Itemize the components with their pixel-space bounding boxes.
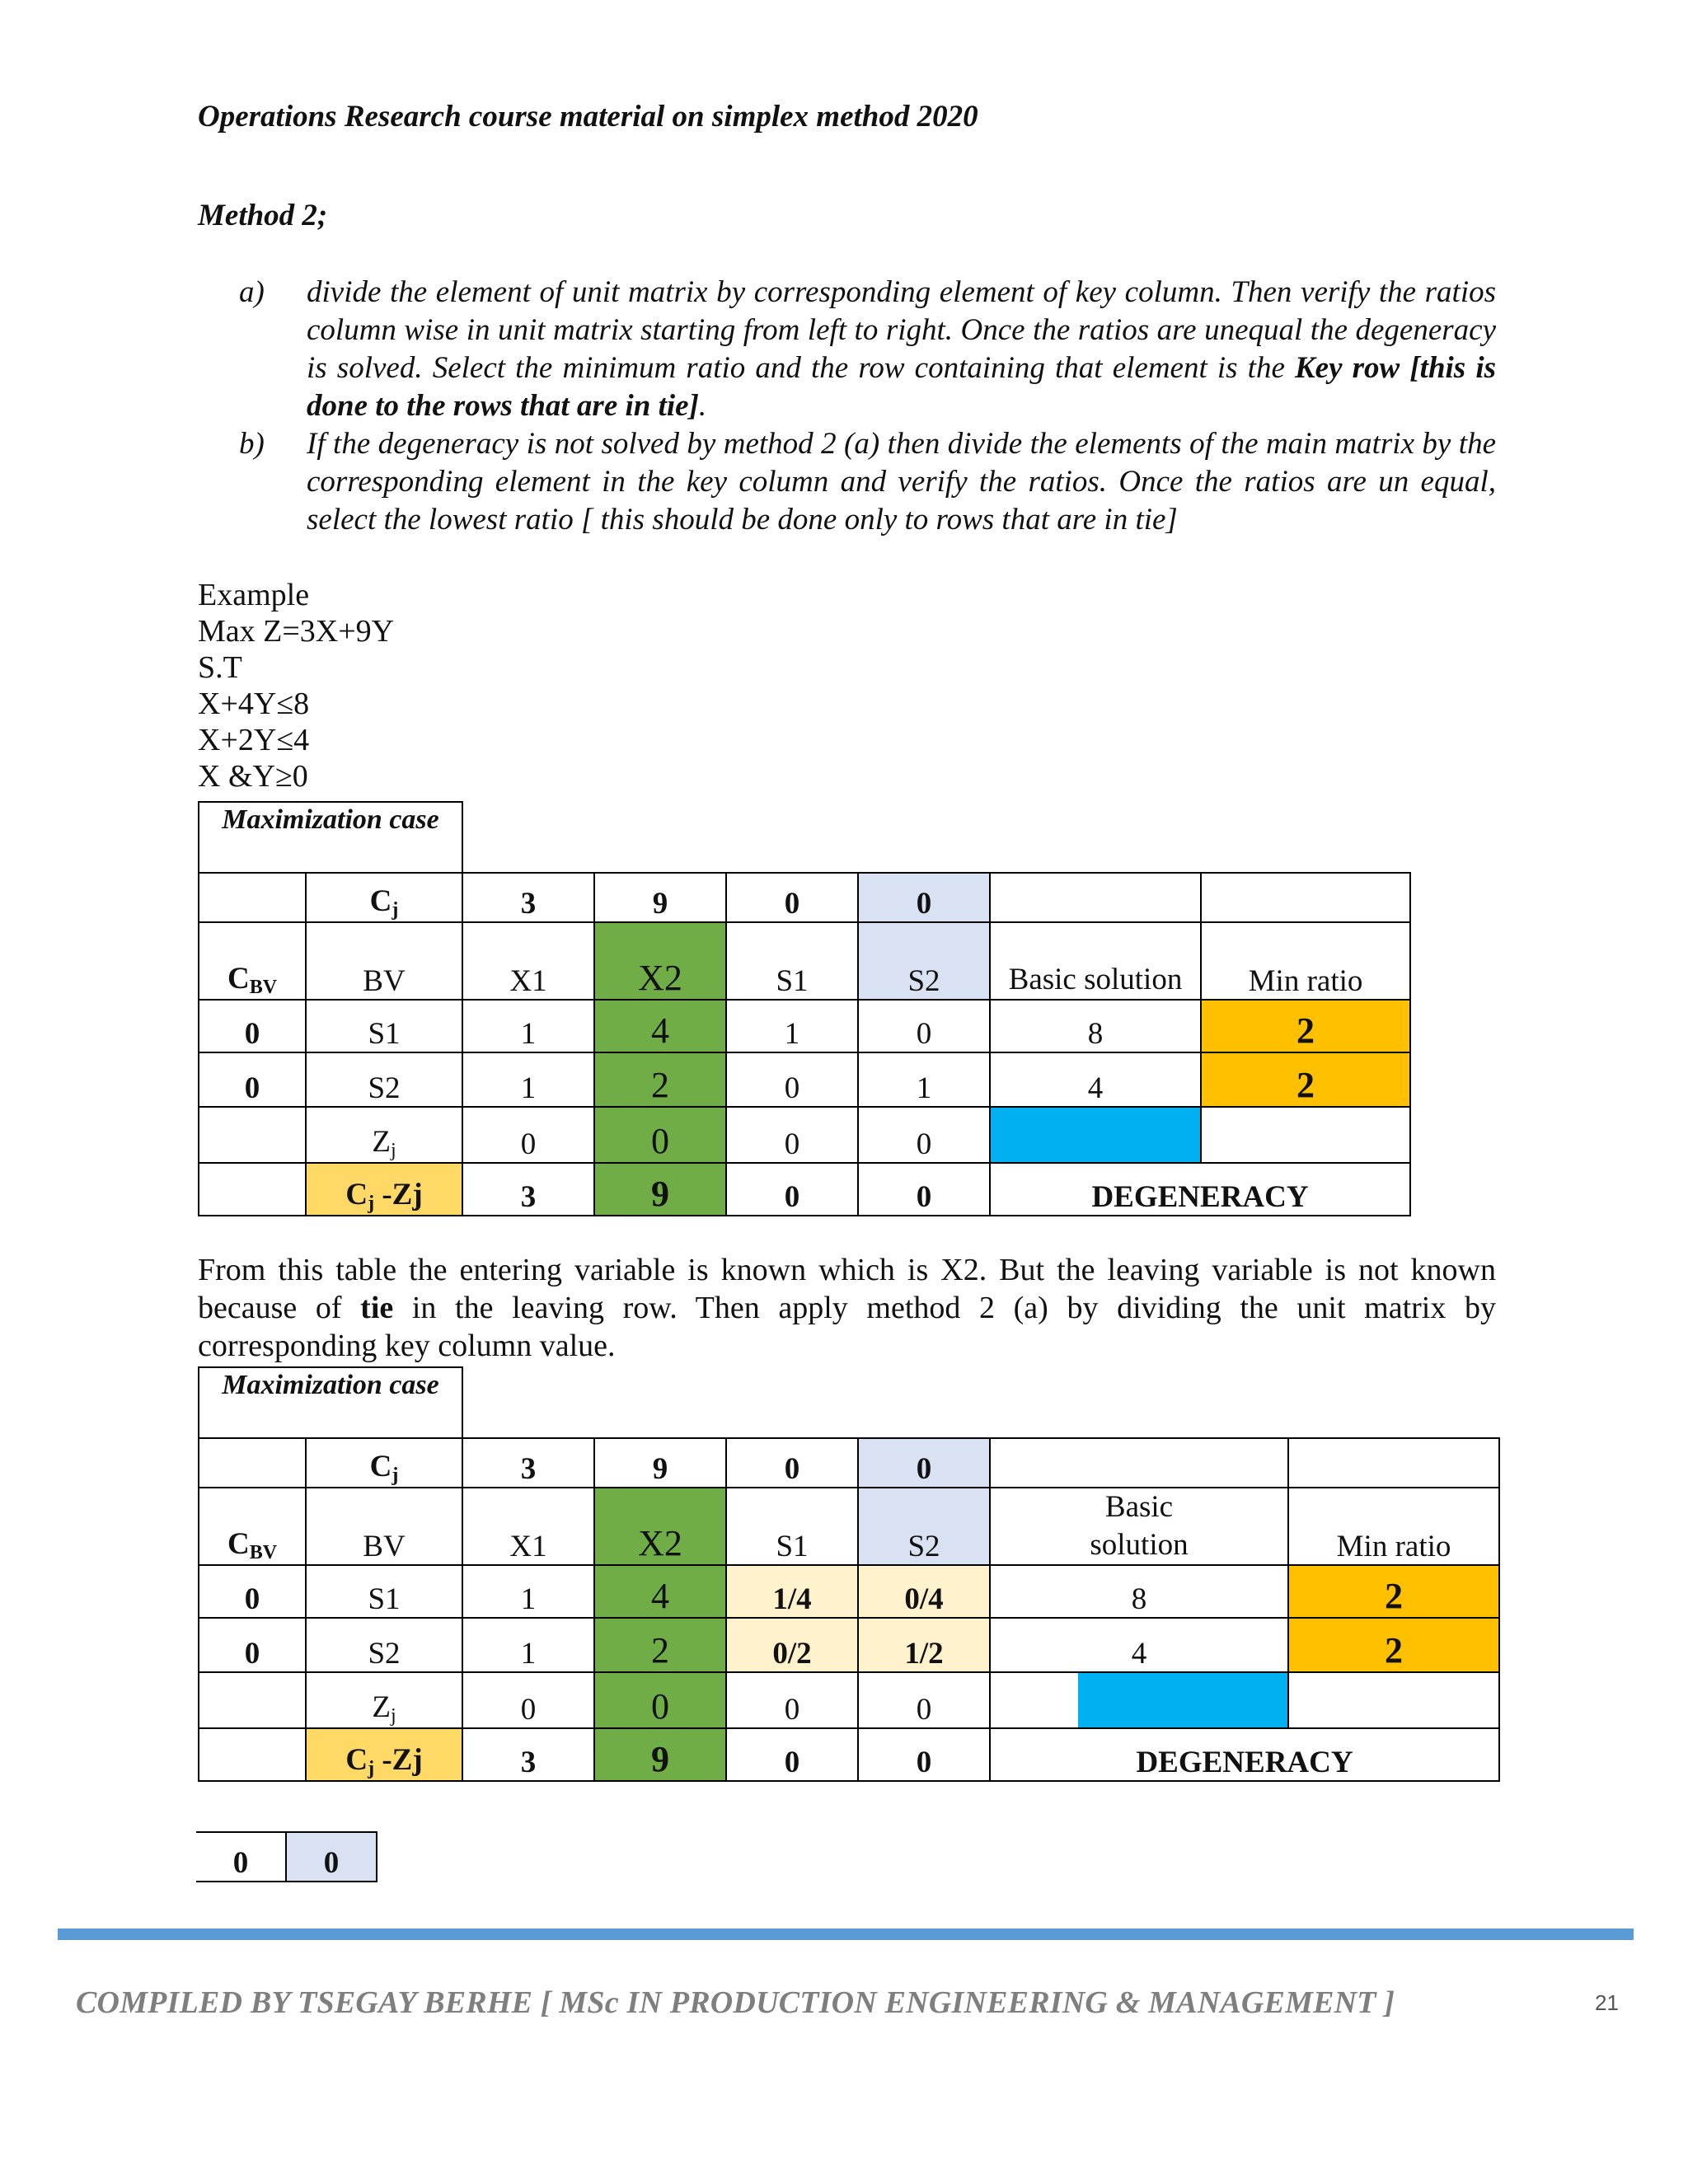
cj-row [199, 873, 1410, 922]
explanation-paragraph: From this table the entering variable is known which is X2. But the leaving variable is not known because of tie in the leaving row. Then apply method 2 (a) by dividing the unit matrix by corresponding key column value. [198, 1253, 1496, 1363]
degeneracy-note: DEGENERACY [990, 1728, 1499, 1781]
list-item [239, 274, 1496, 425]
fragment-cell: 0 [196, 1832, 286, 1882]
table-row: 0 S1 1 4 1/4 0/4 8 2 [199, 1565, 1499, 1618]
cj-label: Cj [306, 1438, 462, 1488]
method-title: Method 2; [198, 199, 328, 232]
example-line: Max Z=3X+9Y [198, 614, 395, 649]
column-header: S1 [726, 1488, 858, 1565]
cj-zj-row: Cj -Zj 3 9 0 0 DEGENERACY [199, 1728, 1499, 1781]
column-header: BV [306, 922, 462, 1000]
degeneracy-note: DEGENERACY [990, 1163, 1410, 1216]
list-text: If the degeneracy is not solved by method 2 (a) then divide the elements of the main matrix by the corresponding element in the key column and verify the ratios. Once the ratios are un equal, select the lowest ratio [ this should be done only to rows that are in tie] [307, 427, 1496, 537]
simplex-table-2 [198, 1366, 1500, 1782]
cj-label: Cj [306, 873, 462, 922]
zj-row: $Z_j$ 0 0 0 0 [199, 1107, 1410, 1163]
column-header: S1 [726, 922, 858, 1000]
column-header: Min ratio [1201, 922, 1410, 1000]
table-row: 0 S1 1 4 1 0 8 2 [199, 1000, 1410, 1052]
zj-label: $Z_j$ [306, 1672, 462, 1728]
header-row [199, 1488, 1499, 1565]
footer-text: COMPILED BY TSEGAY BERHE [ MSc IN PRODUCTION ENGINEERING & MANAGEMENT ] [76, 1985, 1395, 2020]
cj-value: 0 [858, 873, 990, 922]
zj-row: $Z_j$ 0 0 0 0 [199, 1672, 1499, 1728]
footer-rule [58, 1929, 1634, 1940]
cj-zj-row: Cj -Zj 3 9 0 0 DEGENERACY [199, 1163, 1410, 1216]
cj-value: 3 [462, 873, 594, 922]
key-column-header: X2 [594, 922, 726, 1000]
ratio-cell: 0/2 [726, 1618, 858, 1672]
ratio-cell: 1/4 [726, 1565, 858, 1618]
list-marker: b) [239, 427, 265, 461]
column-header: BV [306, 1488, 462, 1565]
list-tail: . [698, 389, 707, 423]
highlight-cell [990, 1107, 1201, 1163]
example-block [198, 577, 394, 794]
list-item [239, 425, 1496, 539]
min-ratio-cell: 2 [1201, 1052, 1410, 1107]
table-title: Maximization case [199, 1367, 462, 1438]
example-line: Example [198, 578, 310, 612]
key-column-header: X2 [594, 1488, 726, 1565]
column-header: Basic solution [990, 922, 1201, 1000]
zj-label: $Z_j$ [306, 1107, 462, 1163]
cbv-header: CBV [199, 922, 306, 1000]
cbv-header: CBV [199, 1488, 306, 1565]
table-row: 0 S2 1 2 0 1 4 2 [199, 1052, 1410, 1107]
table-title: Maximization case [199, 802, 462, 873]
list-text: divide the element of unit matrix by corresponding element of key column. Then verify the ratios column wise in unit matrix starting from left to right. Once the ratios are unequal the degeneracy is solved. Select the minimum ratio and the row containing that element is the [307, 275, 1496, 385]
example-line: S.T [198, 650, 242, 685]
header-row [199, 922, 1410, 1000]
method-steps-list [239, 274, 1496, 539]
min-ratio-cell: 2 [1288, 1618, 1499, 1672]
cj-zj-label: Cj -Zj [306, 1163, 462, 1216]
ratio-cell: 0/4 [858, 1565, 990, 1618]
column-header: S2 [858, 922, 990, 1000]
cj-value: 9 [594, 873, 726, 922]
column-header: Min ratio [1288, 1488, 1499, 1565]
column-header: X1 [462, 1488, 594, 1565]
page-header: Operations Research course material on simplex method 2020 [198, 100, 978, 134]
list-marker: a) [239, 275, 265, 309]
example-line: X &Y≥0 [198, 759, 308, 794]
column-header: S2 [858, 1488, 990, 1565]
cj-row: Cj 3 9 0 0 [199, 1438, 1499, 1488]
column-header: X1 [462, 922, 594, 1000]
cj-fragment-table [196, 1831, 377, 1882]
min-ratio-cell: 2 [1201, 1000, 1410, 1052]
list-bold-text: Key row [this is done to the rows that are in tie] [307, 351, 1496, 423]
column-header: Basic solution [990, 1488, 1288, 1565]
simplex-table-1 [198, 801, 1411, 1216]
table-row: 0 S2 1 2 0/2 1/2 4 2 [199, 1618, 1499, 1672]
cj-value: 0 [726, 873, 858, 922]
highlight-cell [990, 1672, 1288, 1728]
example-line: X+2Y≤4 [198, 723, 310, 757]
min-ratio-cell: 2 [1288, 1565, 1499, 1618]
ratio-cell: 1/2 [858, 1618, 990, 1672]
example-line: X+4Y≤8 [198, 687, 310, 721]
fragment-cell: 0 [286, 1832, 377, 1882]
cj-zj-label: Cj -Zj [306, 1728, 462, 1781]
page-number: 21 [1595, 1990, 1619, 2015]
